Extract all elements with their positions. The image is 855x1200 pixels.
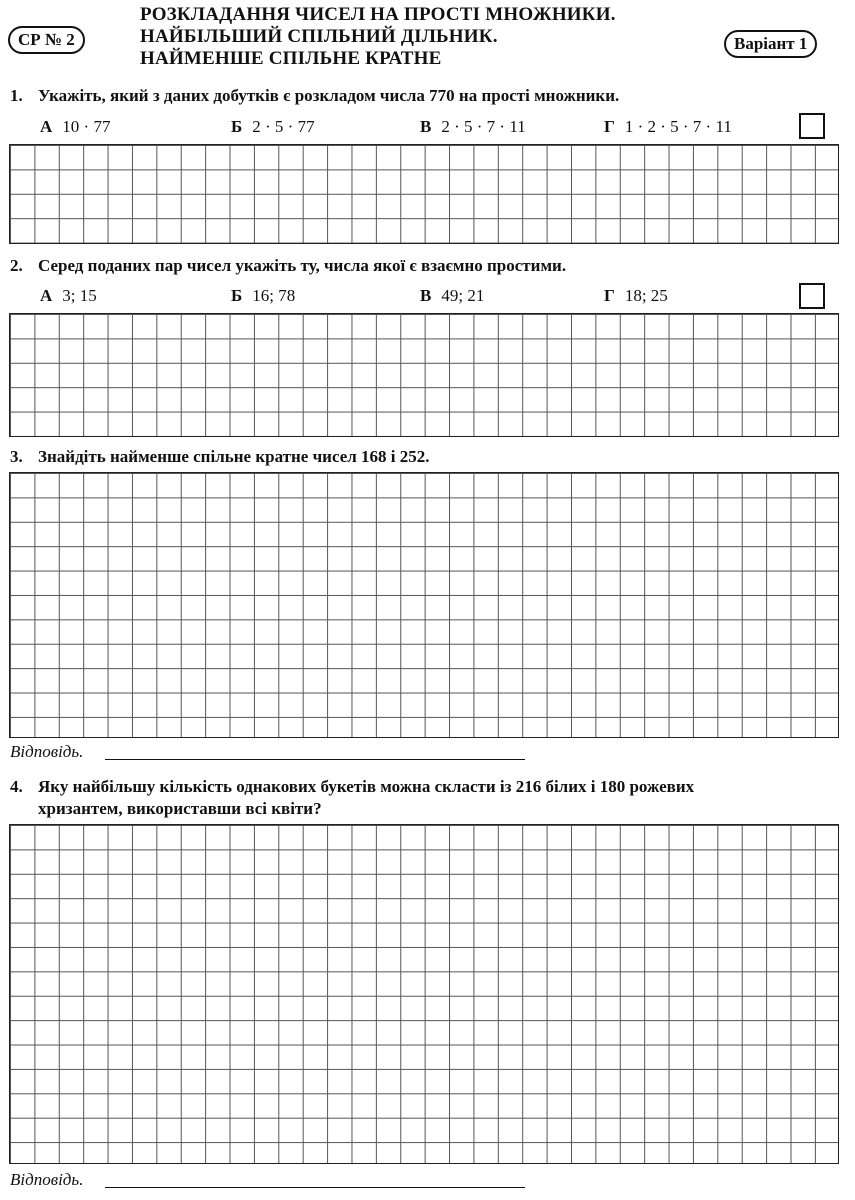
question-3 [10, 447, 430, 467]
option-a[interactable]: А 10 · 77 [40, 117, 111, 136]
answer-label: Відповідь. [10, 742, 84, 761]
answer-checkbox[interactable] [799, 283, 825, 309]
question-2 [10, 256, 566, 276]
option-b[interactable]: Б 2 · 5 · 77 [231, 117, 315, 136]
work-grid-3[interactable] [9, 472, 839, 738]
option-v[interactable]: В 2 · 5 · 7 · 11 [420, 117, 526, 136]
option-g[interactable]: Г 1 · 2 · 5 · 7 · 11 [604, 117, 732, 136]
work-grid-1[interactable] [9, 144, 839, 244]
question-4 [10, 776, 694, 820]
title-line-1: РОЗКЛАДАННЯ ЧИСЕЛ НА ПРОСТІ МНОЖНИКИ. [140, 4, 616, 25]
title-line-2: НАЙБІЛЬШИЙ СПІЛЬНИЙ ДІЛЬНИК. [140, 26, 498, 47]
work-grid-2[interactable] [9, 313, 839, 437]
question-1-options [0, 117, 855, 143]
question-number: 3. [10, 447, 23, 466]
question-number: 4. [10, 777, 23, 796]
work-number-badge: СР № 2 [8, 26, 85, 54]
answer-checkbox[interactable] [799, 113, 825, 139]
answer-underline[interactable] [105, 1187, 525, 1188]
title-line-3: НАЙМЕНШЕ СПІЛЬНЕ КРАТНЕ [140, 48, 442, 69]
answer-label: Відповідь. [10, 1170, 84, 1189]
question-2-options [0, 286, 855, 312]
answer-underline[interactable] [105, 759, 525, 760]
question-text: Знайдіть найменше спільне кратне чисел 168 і 252. [38, 447, 430, 466]
option-b[interactable]: Б 16; 78 [231, 286, 296, 305]
work-grid-4[interactable] [9, 824, 839, 1164]
option-v[interactable]: В 49; 21 [420, 286, 485, 305]
variant-badge: Варіант 1 [724, 30, 817, 58]
question-text-line-1: Яку найбільшу кількість однакових букетів можна скласти із 216 білих і 180 рожевих [38, 777, 695, 796]
option-g[interactable]: Г 18; 25 [604, 286, 668, 305]
question-text-line-2: хризантем, використавши всі квіти? [38, 799, 322, 818]
question-text: Серед поданих пар чисел укажіть ту, числа якої є взаємно простими. [38, 256, 567, 275]
page-title [140, 4, 616, 70]
answer-line-4[interactable] [10, 1170, 530, 1194]
question-number: 1. [10, 86, 23, 105]
question-1 [10, 86, 619, 106]
option-a[interactable]: А 3; 15 [40, 286, 97, 305]
answer-line-3[interactable] [10, 742, 530, 766]
question-text: Укажіть, який з даних добутків є розкладом числа 770 на прості множники. [38, 86, 620, 105]
question-number: 2. [10, 256, 23, 275]
